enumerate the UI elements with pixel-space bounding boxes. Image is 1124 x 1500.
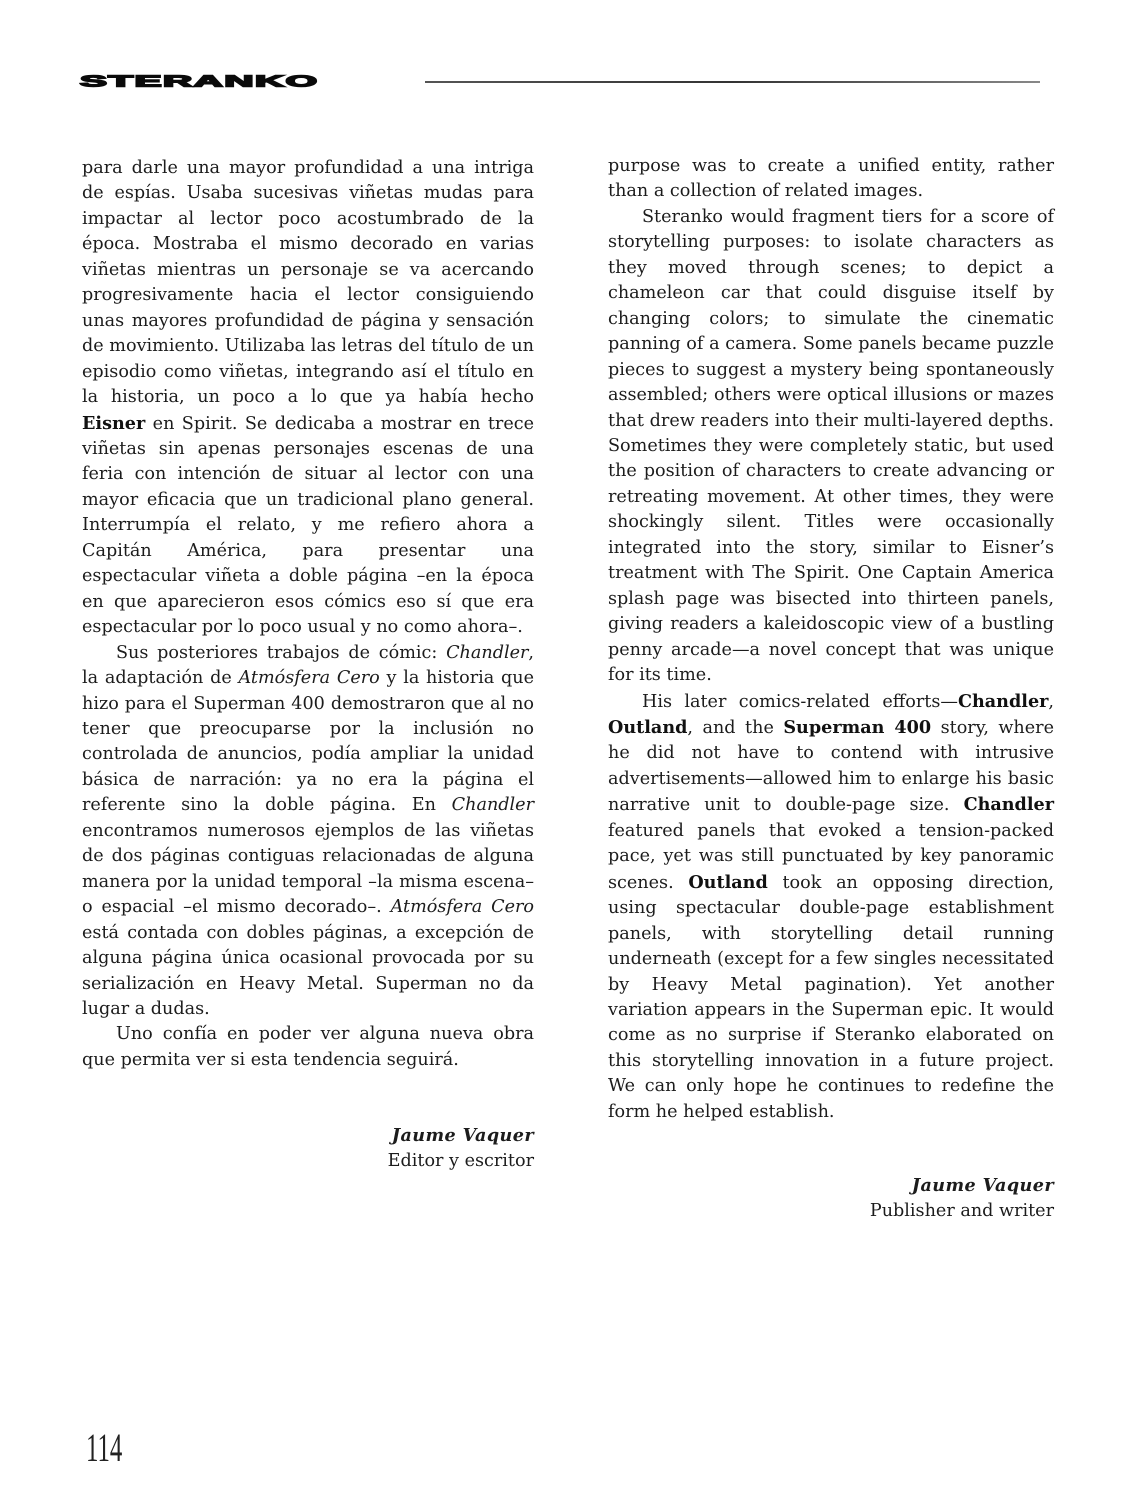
- header-rule-divider: [425, 81, 1040, 83]
- text-run: took an opposing direction, using spectacular double-page establishment panels, with storytelling detail running underneath (except for a few singles necessitated by Heavy Metal pagination). Yet another variation appears in the Superman epic. It would come as no surprise if Steranko elaborated on this storytelling innovation in a future project. We can only hope he continues to redefine the form he helped establish.: [608, 872, 1054, 1122]
- author-name: Jaume Vaquer: [391, 1125, 534, 1147]
- emphasis-italic: Chandler: [451, 795, 534, 816]
- text-run: , la adaptación de: [82, 642, 534, 689]
- emphasis-italic: Atmósfera Cero: [238, 668, 380, 689]
- body-paragraph: [82, 156, 534, 641]
- author-role: Publisher and writer: [869, 1200, 1054, 1221]
- text-run: ,: [1048, 691, 1054, 712]
- text-run: purpose was to create a unified entity, rather than a collection of related images.: [608, 156, 1054, 202]
- emphasis-italic: Chandler: [446, 642, 529, 663]
- text-run: Uno confía en poder ver alguna nueva obra que permita ver si esta tendencia seguirá.: [82, 1024, 534, 1070]
- emphasis-bold: Chandler: [957, 690, 1049, 712]
- left-paragraphs: [82, 156, 534, 1073]
- page-number: 114: [86, 1425, 123, 1470]
- text-run: Steranko would fragment tiers for a score of storytelling purposes: to isolate characters as they moved through scenes; to depict a chameleon car that could disguise itself by changing colors; to simulate the cinematic panning of a camera. Some panels became puzzle pieces to suggest a mystery being spontaneously assembled; others were optical illusions or mazes that drew readers into their multi-layered depths. Sometimes they were completely static, but used the position of characters to create advancing or retreating movement. At other times, they were shockingly silent. Titles were occasionally integrated into the story, similar to Eisner’s treatment with The Spirit. One Captain America splash page was bisected into thirteen panels, giving readers a kaleidoscopic view of a bustling penny arcade—a novel concept that was unique for its time.: [608, 206, 1054, 686]
- emphasis-bold: Outland: [608, 716, 688, 738]
- text-run: His later comics-related efforts—: [642, 691, 958, 712]
- right-signature: [608, 1173, 1054, 1224]
- emphasis-bold: Outland: [688, 871, 768, 893]
- emphasis-bold: Chandler: [963, 794, 1054, 816]
- right-paragraphs: [608, 154, 1054, 1125]
- body-paragraph: [82, 1022, 534, 1073]
- text-run: para darle una mayor profundidad a una intriga de espías. Usaba sucesivas viñetas mudas para impactar al lector poco acostumbrado de la época. Mostraba el mismo decorado en varias viñetas mientras un personaje se va acercando progresivamente hacia el lector consiguiendo unas mayores profundidad de página y sensación de movimiento. Utilizaba las letras del título de un episodio como viñetas, integrando así el título en la historia, un poco a lo que ya había hecho: [82, 158, 534, 408]
- left-signature: [82, 1123, 534, 1174]
- emphasis-bold: Eisner: [82, 412, 146, 434]
- running-header-title: STERANKO: [80, 71, 319, 91]
- text-run: está contada con dobles páginas, a excepción de alguna página única ocasional provocada por su serialización en Heavy Metal. Superman no da lugar a dudas.: [82, 922, 534, 1019]
- text-run: , and the: [687, 717, 784, 738]
- text-run: featured panels that evoked a tension-packed pace, yet was still punctuated by key panoramic scenes.: [608, 820, 1054, 893]
- body-paragraph: [608, 205, 1054, 689]
- spanish-text-column: [82, 156, 534, 1174]
- text-run: story, where he did not have to contend with intrusive advertisements—allowed him to enlarge his basic narrative unit to double-page size.: [608, 717, 1055, 816]
- body-paragraph: [608, 154, 1054, 205]
- emphasis-italic: Atmósfera Cero: [390, 897, 534, 918]
- body-paragraph: [608, 689, 1054, 1126]
- text-run: encontramos numerosos ejemplos de las viñetas de dos páginas contiguas relacionadas de alguna manera por la unidad temporal –la misma escena– o espacial –el mismo decorado–.: [82, 820, 534, 918]
- author-role: Editor y escritor: [387, 1150, 534, 1171]
- body-paragraph: [82, 641, 534, 1023]
- text-run: Sus posteriores trabajos de cómic:: [116, 642, 447, 663]
- text-run: y la historia que hizo para el Superman 400 demostraron que al no tener que preocuparse por la inclusión no controlada de anuncios, podía ampliar la unidad básica de narración: ya no era la página el referente sino la doble página. En: [82, 668, 534, 816]
- author-name: Jaume Vaquer: [911, 1175, 1054, 1197]
- english-text-column: [608, 154, 1054, 1224]
- emphasis-bold: Superman 400: [783, 716, 932, 738]
- text-run: en Spirit. Se dedicaba a mostrar en trece viñetas sin apenas personajes escenas de una feria con intención de situar al lector con una mayor eficacia que un tradicional plano general. Interrumpía el relato, y me refiero ahora a Capitán América, para presentar una espectacular viñeta a doble página –en la época en que aparecieron esos cómics eso sí que era espectacular por lo poco usual y no como ahora–.: [82, 413, 534, 638]
